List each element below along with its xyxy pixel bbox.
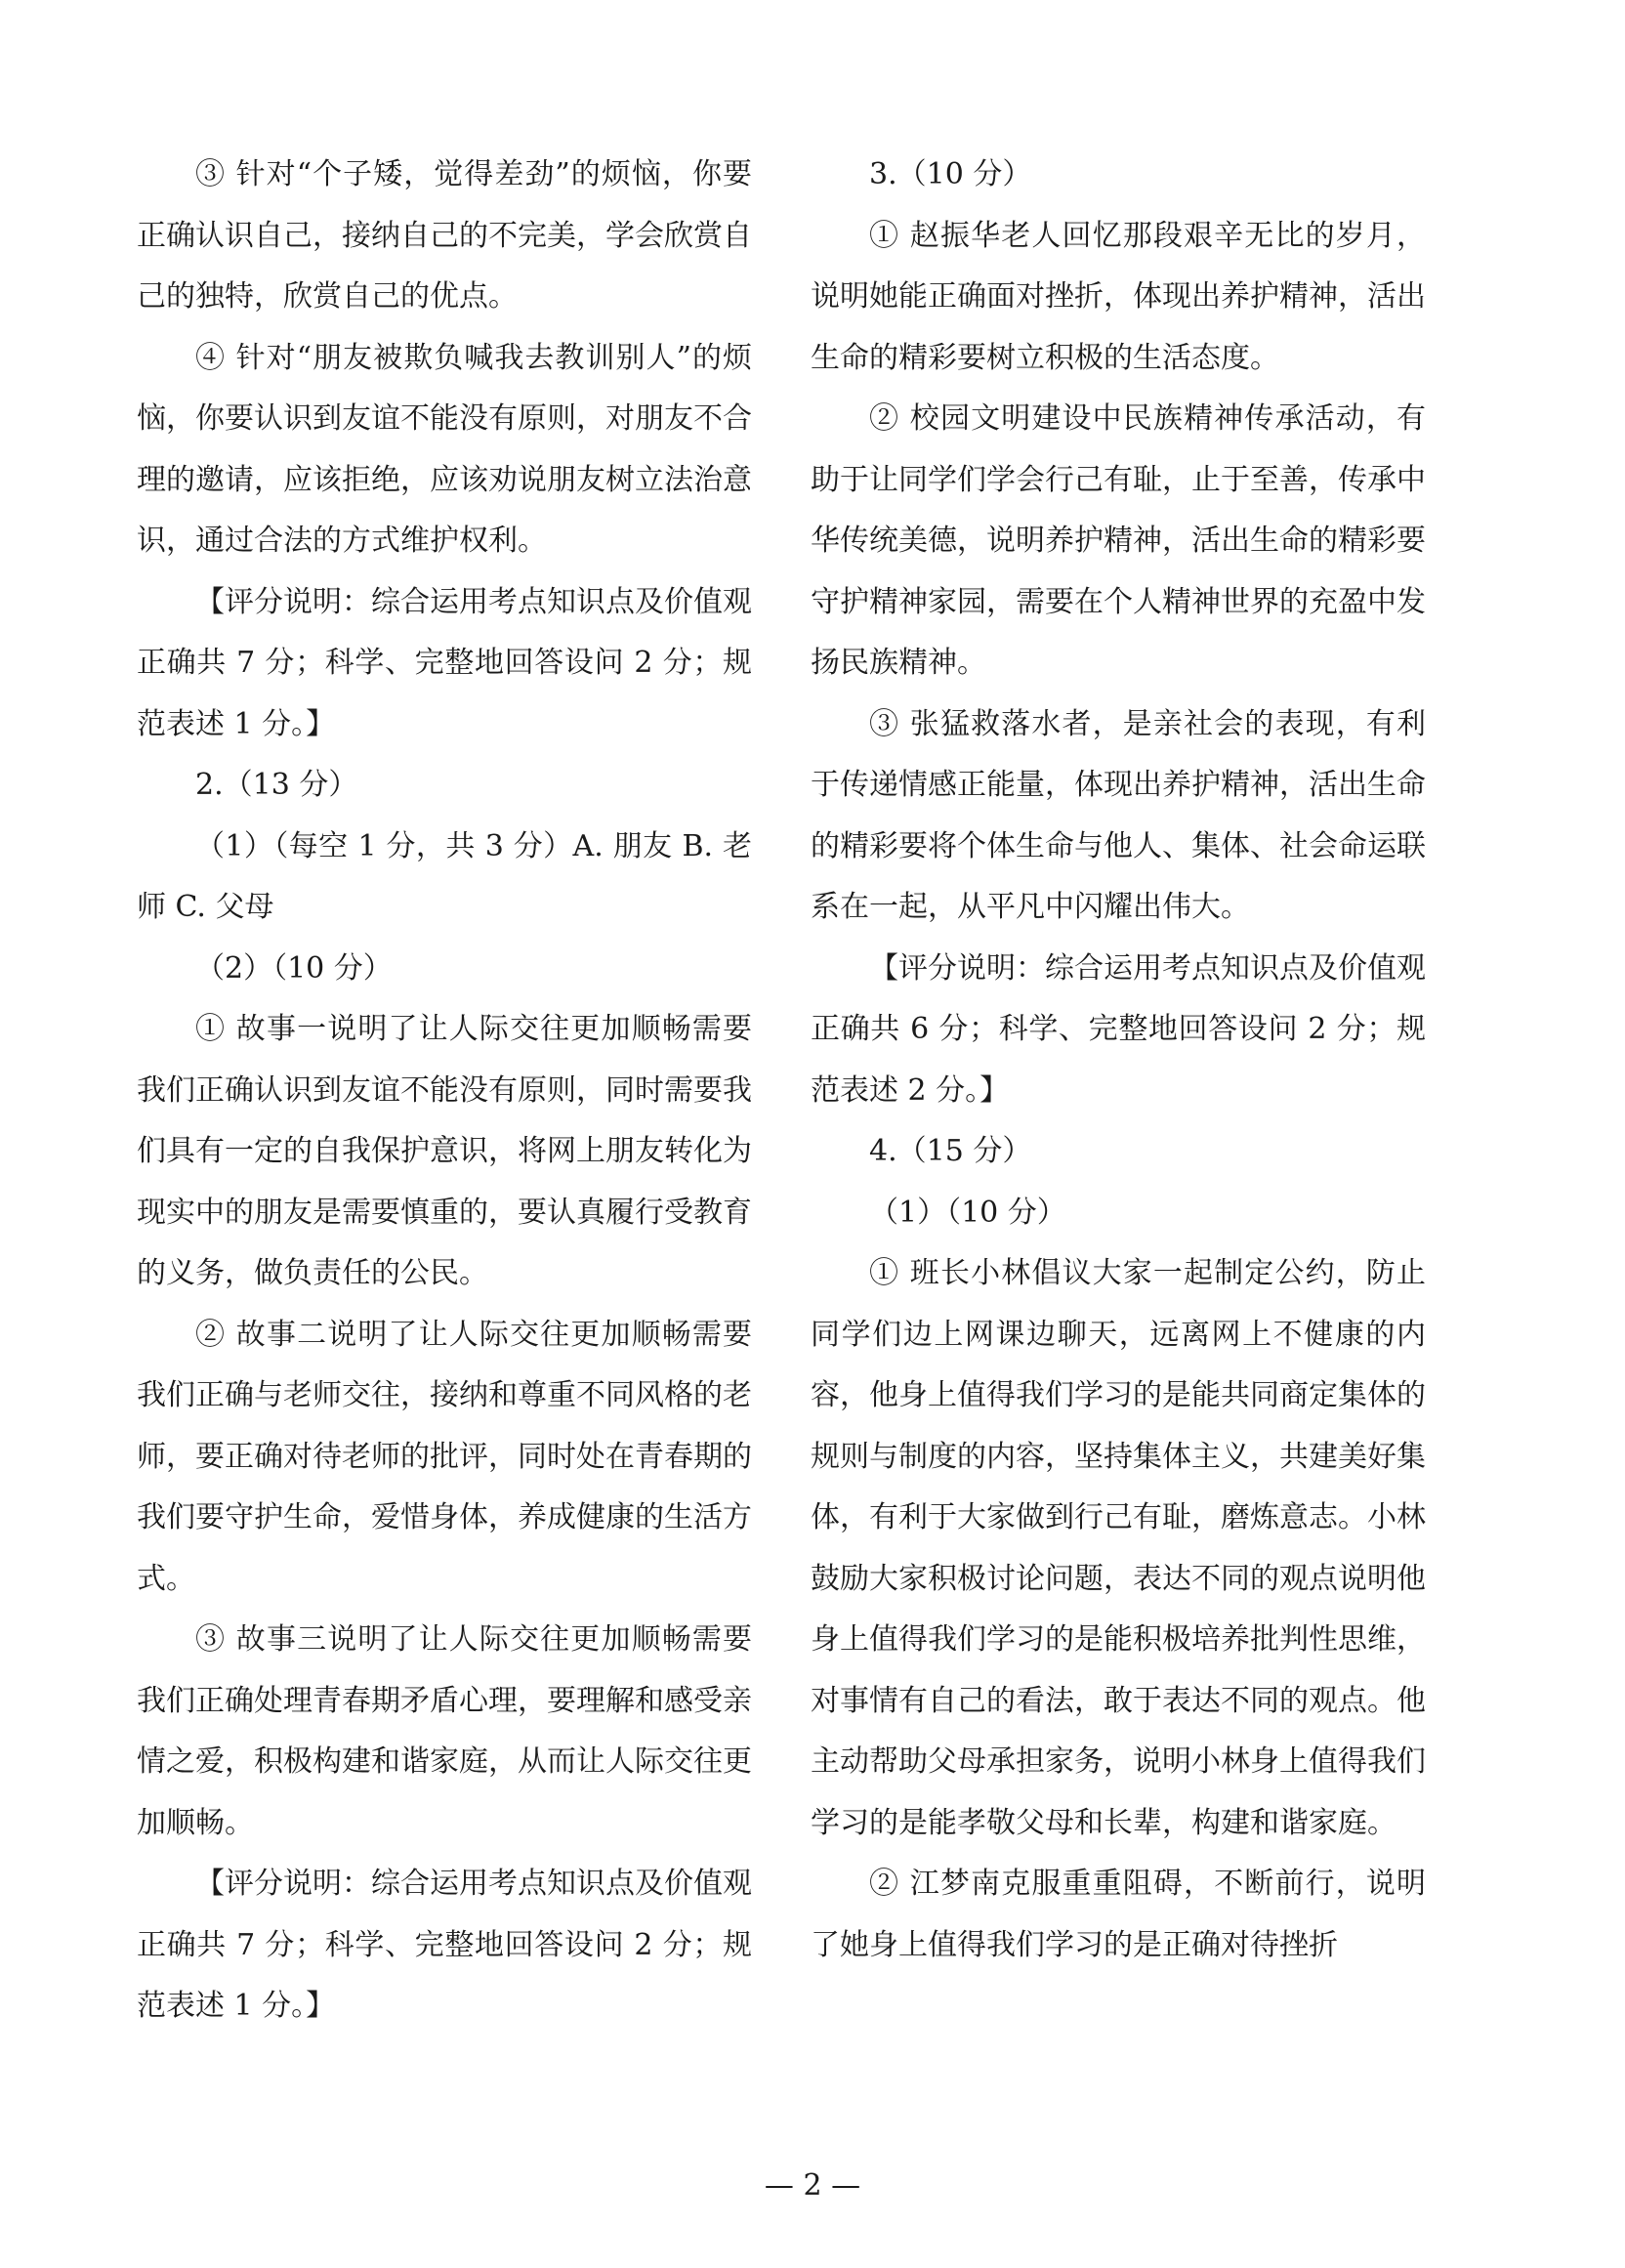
paragraph: ① 班长小林倡议大家一起制定公约，防止同学们边上网课边聊天，远离网上不健康的内容，他身上值得我们学习的是能共同商定集体的规则与制度的内容，坚持集体主义，共建美好集体，有利于大家做到行己有耻，磨炼意志。小林鼓励大家积极讨论问题，表达不同的观点说明他身上值得我们学习的是能积极培养批判性思维，对事情有自己的看法，敢于表达不同的观点。他主动帮助父母承担家务，说明小林身上值得我们学习的是能孝敬父母和长辈，构建和谐家庭。: [811, 1256, 1426, 1840]
paragraph: ③ 针对“个子矮，觉得差劲”的烦恼，你要正确认识自己，接纳自己的不完美，学会欣赏自己的独特，欣赏自己的优点。: [137, 157, 752, 314]
left-column: [137, 145, 752, 2037]
paragraph: ④ 针对“朋友被欺负喊我去教训别人”的烦恼，你要认识到友谊不能没有原则，对朋友不合理的邀请，应该拒绝，应该劝说朋友树立法治意识，通过合法的方式维护权利。: [137, 340, 752, 558]
paragraph: ① 赵振华老人回忆那段艰辛无比的岁月，说明她能正确面对挫折，体现出养护精神，活出生命的精彩要树立积极的生活态度。: [811, 218, 1426, 375]
paragraph: ② 校园文明建设中民族精神传承活动，有助于让同学们学会行己有耻，止于至善，传承中华传统美德，说明养护精神，活出生命的精彩要守护精神家园，需要在个人精神世界的充盈中发扬民族精神。: [811, 401, 1426, 680]
paragraph: ② 江梦南克服重重阻碍，不断前行，说明了她身上值得我们学习的是正确对待挫折: [811, 1867, 1426, 1962]
sub-question-heading: （2）（10 分）: [195, 950, 393, 986]
question-heading: 3.（10 分）: [869, 157, 1032, 191]
question-heading: 2.（13 分）: [195, 768, 358, 802]
right-column: [811, 145, 1426, 1976]
scoring-note: 【评分说明：综合运用考点知识点及价值观正确共 7 分；科学、完整地回答设问 2 分；规范表述 1 分。】: [137, 1867, 752, 2023]
paragraph: ① 故事一说明了让人际交往更加顺畅需要我们正确认识到友谊不能没有原则，同时需要我们具有一定的自我保护意识，将网上朋友转化为现实中的朋友是需要慎重的，要认真履行受教育的义务，做负责任的公民。: [137, 1012, 752, 1290]
scoring-note: 【评分说明：综合运用考点知识点及价值观正确共 7 分；科学、完整地回答设问 2 分；规范表述 1 分。】: [137, 584, 752, 741]
paragraph: ③ 张猛救落水者，是亲社会的表现，有利于传递情感正能量，体现出养护精神，活出生命的精彩要将个体生命与他人、集体、社会命运联系在一起，从平凡中闪耀出伟大。: [811, 706, 1426, 924]
paragraph: ② 故事二说明了让人际交往更加顺畅需要我们正确与老师交往，接纳和尊重不同风格的老师，要正确对待老师的批评，同时处在青春期的我们要守护生命，爱惜身体，养成健康的生活方式。: [137, 1317, 752, 1596]
sub-question-heading: （1）（10 分）: [869, 1195, 1066, 1230]
scoring-note: 【评分说明：综合运用考点知识点及价值观正确共 6 分；科学、完整地回答设问 2 分；规范表述 2 分。】: [811, 950, 1426, 1108]
question-heading: 4.（15 分）: [869, 1134, 1032, 1168]
paragraph: ③ 故事三说明了让人际交往更加顺畅需要我们正确处理青春期矛盾心理，要理解和感受亲情之爱，积极构建和谐家庭，从而让人际交往更加顺畅。: [137, 1622, 752, 1840]
answer-line: （1）（每空 1 分，共 3 分）A. 朋友 B. 老师 C. 父母: [137, 828, 752, 924]
page-number: — 2 —: [764, 2168, 861, 2203]
